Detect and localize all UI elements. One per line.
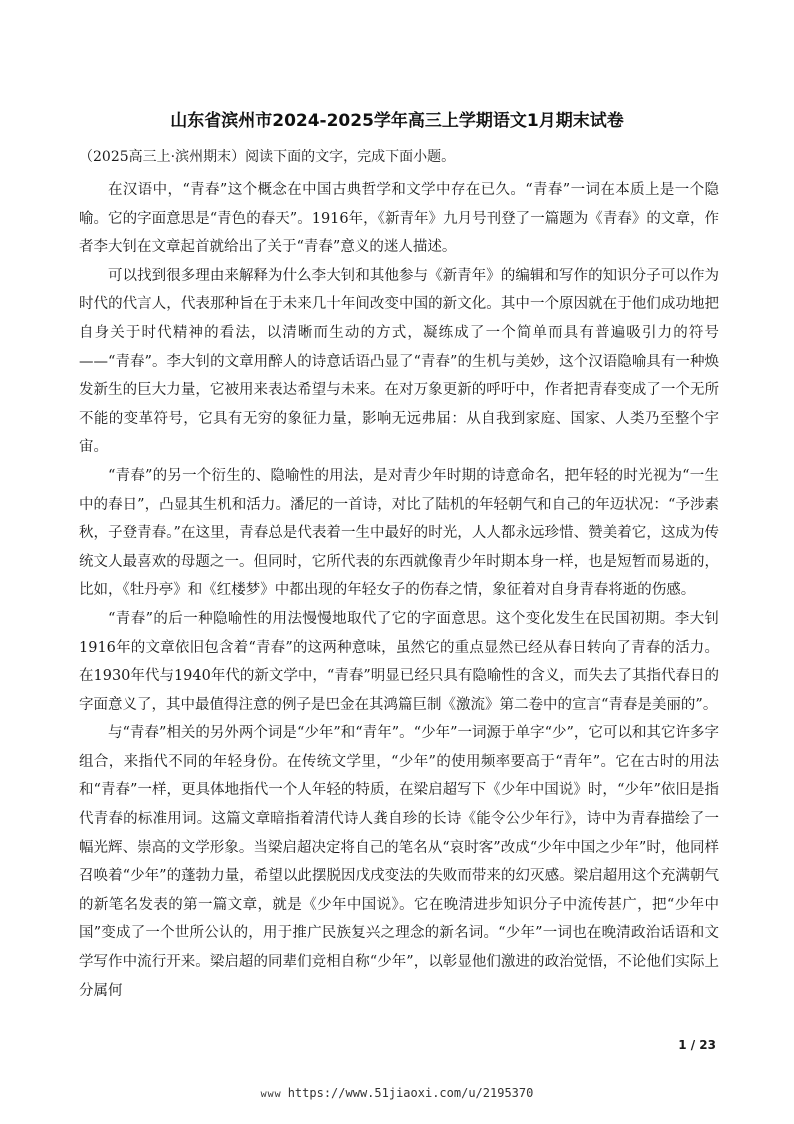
question-source: （2025高三上·滨州期末）阅读下面的文字，完成下面小题。 [79, 149, 456, 165]
footer-url[interactable]: https://www.51jiaoxi.com/u/2195370 [287, 1086, 534, 1100]
page-number: 1 / 23 [678, 1038, 716, 1052]
paragraph: “青春”的后一种隐喻性的用法慢慢地取代了它的字面意思。这个变化发生在民国初期。李大钊1916年的文章依旧包含着“青春”的这两种意味，虽然它的重点显然已经从春日转向了青春的活力。在1930年代与1940年代的新文学中，“青春”明显已经只具有隐喻性的含义，而失去了其指代春日的字面意义了，其中最值得注意的例子是巴金在其鸿篇巨制《激流》第二卷中的宣言“青春是美丽的”。 [79, 610, 719, 713]
document-title: 山东省滨州市2024-2025学年高三上学期语文1月期末试卷 [170, 111, 624, 131]
paragraph: 可以找到很多理由来解释为什么李大钊和其他参与《新青年》的编辑和写作的知识分子可以作为时代的代言人，代表那种旨在于未来几十年间改变中国的新文化。其中一个原因就在于他们成功地把自身关于时代精神的看法，以清晰而生动的方式，凝练成了一个简单而具有普遍吸引力的符号——“青春”。李大钊的文章用醉人的诗意话语凸显了“青春”的生机与美妙，这个汉语隐喻具有一种焕发新生的巨大力量，它被用来表达希望与未来。在对万象更新的呼吁中，作者把青春变成了一个无所不能的变革符号，它具有无穷的象征力量，影响无远弗届：从自我到家庭、国家、人类乃至整个宇宙。 [79, 267, 719, 456]
paragraph: “青春”的另一个衍生的、隐喻性的用法，是对青少年时期的诗意命名，把年轻的时光视为“一生中的春日”，凸显其生机和活力。潘尼的一首诗，对比了陆机的年轻朝气和自己的年迈状况：“予涉素秋，子登青春。”在这里，青春总是代表着一生中最好的时光，人人都永远珍惜、赞美着它，这成为传统文人最喜欢的母题之一。但同时，它所代表的东西就像青少年时期本身一样，也是短暂而易逝的，比如，《牡丹亭》和《红楼梦》中都出现的年轻女子的伤春之情，象征着对自身青春将逝的伤感。 [79, 467, 719, 599]
footer [0, 1086, 794, 1100]
footer-prefix: www [260, 1089, 282, 1100]
article-body [79, 176, 719, 1005]
paragraph: 与“青春”相关的另外两个词是“少年”和“青年”。“少年”一词源于单字“少”，它可以和其它许多字组合，来指代不同的年轻身份。在传统文学里，“少年”的使用频率要高于“青年”。它在古时的用法和“青春”一样，更具体地指代一个人年轻的特质，在梁启超写下《少年中国说》时，“少年”依旧是指代青春的标准用词。这篇文章暗指着清代诗人龚自珍的长诗《能令公少年行》，诗中为青春描绘了一幅光辉、崇高的文学形象。当梁启超决定将自己的笔名从“哀时客”改成“少年中国之少年”时，他同样召唤着“少年”的蓬勃力量，希望以此摆脱因戊戌变法的失败而带来的幻灭感。梁启超用这个充满朝气的新笔名发表的第一篇文章，就是《少年中国说》。它在晚清进步知识分子中流传甚广，把“少年中国”变成了一个世所公认的，用于推广民族复兴之理念的新名词。“少年”一词也在晚清政治话语和文学写作中流行开来。梁启超的同辈们竞相自称“少年”，以彰显他们激进的政治觉悟，不论他们实际上分属何 [79, 725, 719, 999]
paragraph: 在汉语中，“青春”这个概念在中国古典哲学和文学中存在已久。“青春”一词在本质上是一个隐喻。它的字面意思是“青色的春天”。1916年，《新青年》九月号刊登了一篇题为《青春》的文章，作者李大钊在文章起首就给出了关于“青春”意义的迷人描述。 [79, 182, 719, 256]
